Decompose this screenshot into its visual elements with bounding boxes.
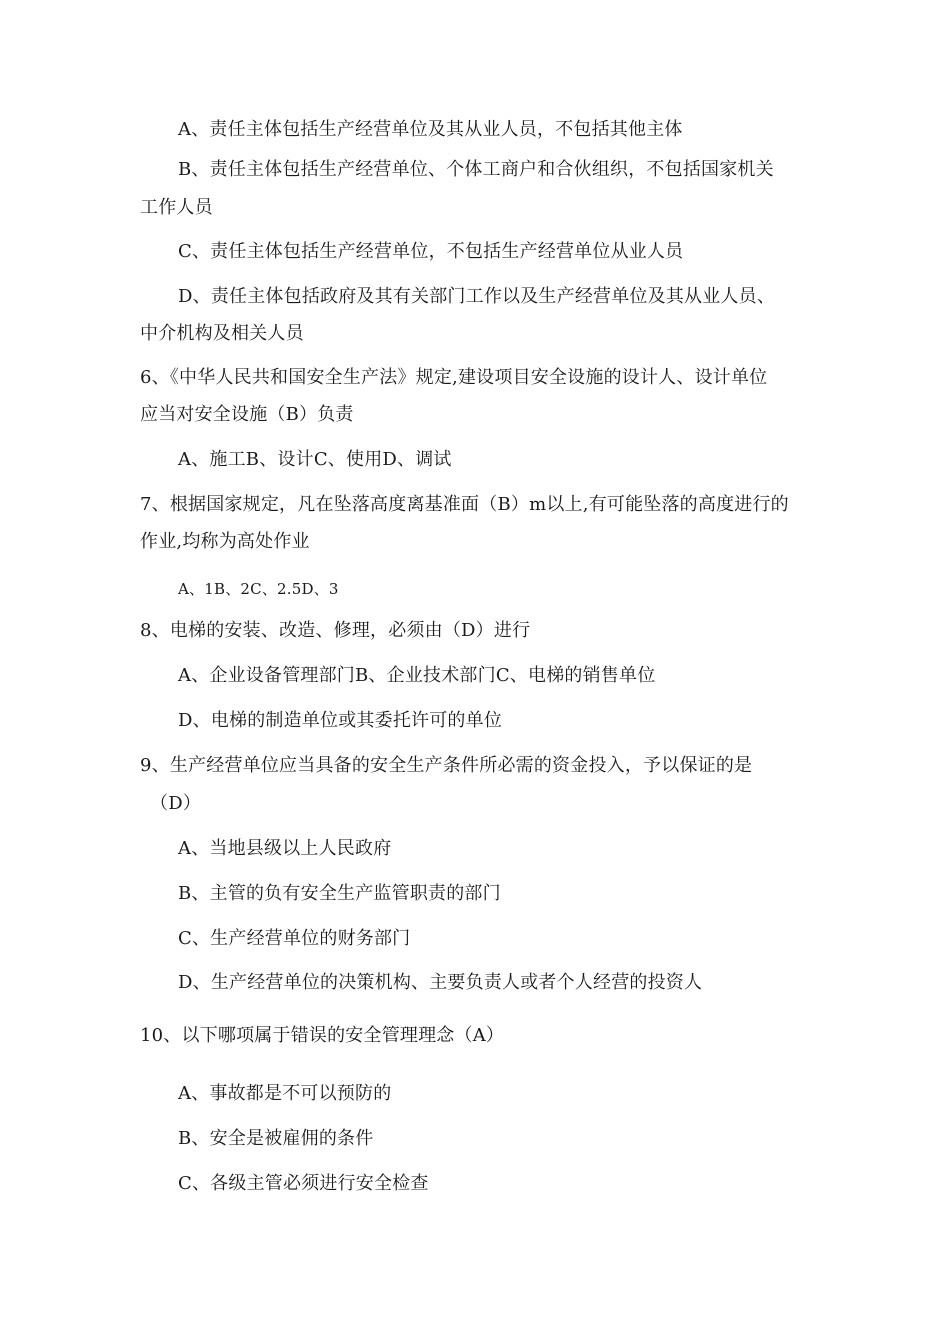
question-9-answer: （D） [150, 793, 202, 814]
option-a-q10: A、事故都是不可以预防的 [178, 1083, 392, 1104]
option-a-q5: A、责任主体包括生产经营单位及其从业人员，不包括其他主体 [178, 119, 683, 140]
option-d-q5-continuation: 中介机构及相关人员 [140, 323, 304, 344]
option-b-q10: B、安全是被雇佣的条件 [178, 1128, 374, 1149]
question-7-continuation: 作业,均称为高处作业 [140, 531, 310, 552]
options-q6: A、施工B、设计C、使用D、调试 [178, 449, 452, 470]
question-6: 6、《中华人民共和国安全生产法》规定,建设项目安全设施的设计人、设计单位 [140, 367, 768, 388]
option-b-q5: B、责任主体包括生产经营单位、个体工商户和合伙组织，不包括国家机关 [178, 159, 774, 180]
options-q7: A、1B、2C、2.5D、3 [178, 580, 339, 598]
option-d-q9: D、生产经营单位的决策机构、主要负责人或者个人经营的投资人 [178, 972, 703, 993]
options-q8-abc: A、企业设备管理部门B、企业技术部门C、电梯的销售单位 [178, 665, 656, 686]
option-b-q9: B、主管的负有安全生产监管职责的部门 [178, 883, 501, 904]
option-a-q9: A、当地县级以上人民政府 [178, 838, 392, 859]
option-b-q5-continuation: 工作人员 [140, 197, 213, 218]
option-c-q5: C、责任主体包括生产经营单位，不包括生产经营单位从业人员 [178, 241, 684, 262]
option-c-q10: C、各级主管必须进行安全检查 [178, 1173, 429, 1194]
question-8: 8、电梯的安装、改造、修理，必须由（D）进行 [140, 620, 531, 641]
option-d-q8: D、电梯的制造单位或其委托许可的单位 [178, 710, 503, 731]
option-d-q5: D、责任主体包括政府及其有关部门工作以及生产经营单位及其从业人员、 [178, 286, 776, 307]
option-c-q9: C、生产经营单位的财务部门 [178, 928, 411, 949]
question-7: 7、根据国家规定，凡在坠落高度离基准面（B）m以上,有可能坠落的高度进行的 [140, 494, 789, 515]
question-6-continuation: 应当对安全设施（B）负责 [140, 404, 354, 425]
question-9: 9、生产经营单位应当具备的安全生产条件所必需的资金投入，予以保证的是 [140, 755, 753, 776]
question-10: 10、以下哪项属于错误的安全管理理念（A） [140, 1025, 505, 1046]
